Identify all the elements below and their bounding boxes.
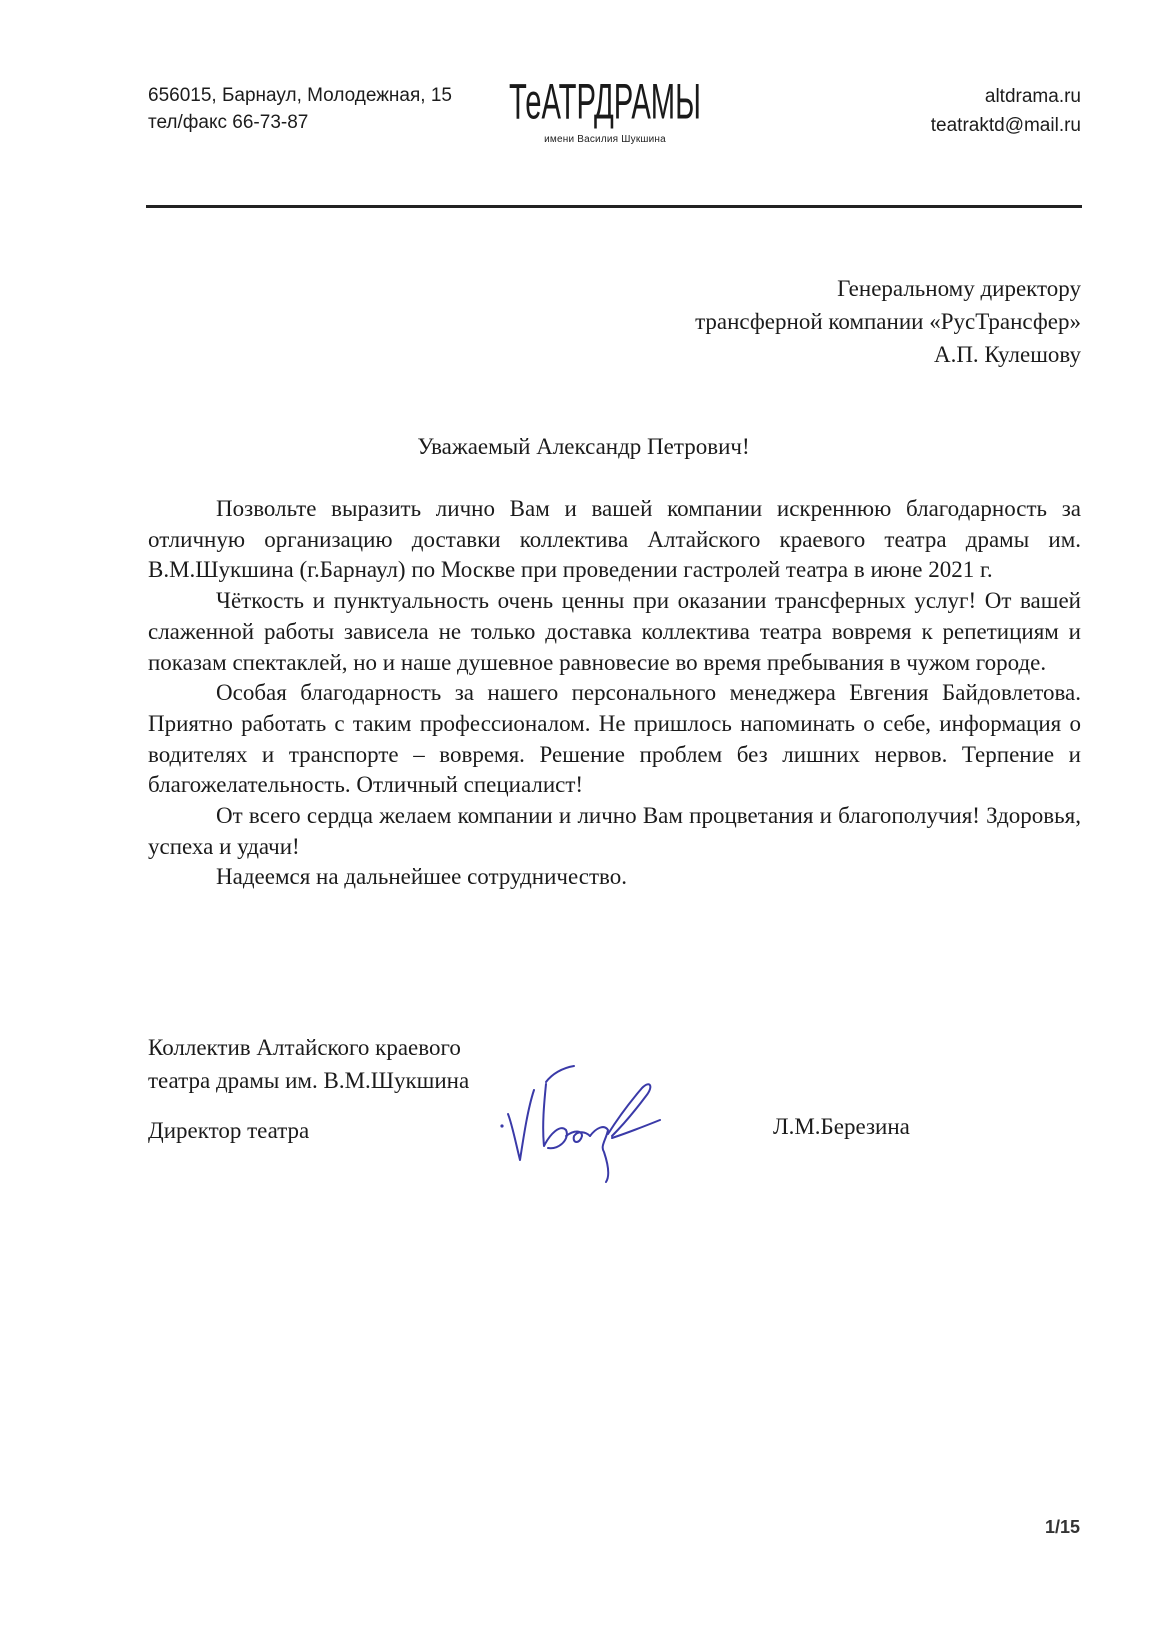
addressee-block xyxy=(695,272,1081,371)
signoff-line-2: театра драмы им. В.М.Шукшина xyxy=(148,1068,470,1093)
body-paragraph: От всего сердца желаем компании и лично Вам процветания и благополучия! Здоровья, успеха и удачи! xyxy=(148,803,1081,859)
signoff-line-1: Коллектив Алтайского краевого xyxy=(148,1035,461,1060)
theatre-logo-subtitle: имени Василия Шукшина xyxy=(544,134,666,145)
letterhead-email: teatraktd@mail.ru xyxy=(930,115,1081,136)
addressee-line-1: Генеральному директору xyxy=(837,276,1081,301)
body-paragraph: Особая благодарность за нашего персонального менеджера Евгения Байдовлетова. Приятно работать с таким профессионалом. Не пришлось напоминать о себе, информация о водителях и транспорте – вовремя. Решение проблем без лишних нервов. Терпение и благожелательность. Отличный специалист! xyxy=(148,680,1081,798)
signature-icon xyxy=(500,1064,690,1184)
addressee-line-3: А.П. Кулешову xyxy=(933,342,1081,367)
letterhead-contacts-right xyxy=(931,82,1081,140)
addressee-line-2: трансферной компании «РусТрансфер» xyxy=(695,309,1081,334)
page-number: 1/15 xyxy=(1044,1517,1080,1537)
theatre-logo-wordmark xyxy=(505,74,705,132)
letterhead-website: altdrama.ru xyxy=(984,86,1081,107)
header-divider xyxy=(146,205,1082,208)
letterhead-address: 656015, Барнаул, Молодежная, 15 xyxy=(148,85,452,106)
letterhead-contacts-left xyxy=(148,82,452,136)
salutation: Уважаемый Александр Петрович! xyxy=(417,434,750,459)
body-paragraph: Чёткость и пунктуальность очень ценны при оказании трансферных услуг! От вашей слаженной работы зависела не только доставка коллектива театра вовремя к репетициям и показам спектаклей, но и наше душевное равновесие во время пребывания в чужом городе. xyxy=(148,588,1081,675)
body-paragraph: Надеемся на дальнейшее сотрудничество. xyxy=(216,864,627,890)
body-paragraph: Позвольте выразить лично Вам и вашей компании искреннюю благодарность за отличную организацию доставки коллектива Алтайского краевого театра драмы им. В.М.Шукшина (г.Барнаул) по Москве при проведении гастролей театра в июне 2021 г. xyxy=(148,496,1081,583)
signatory-name: Л.М.Березина xyxy=(773,1114,910,1139)
theatre-logo-text: ТеАТРДРАМЫ xyxy=(509,74,701,130)
theatre-logo xyxy=(505,74,705,154)
signoff-block xyxy=(148,1031,469,1097)
letterhead-phone: тел/факс 66-73-87 xyxy=(148,112,309,133)
signatory-title: Директор театра xyxy=(148,1118,310,1143)
handwritten-signature xyxy=(500,1064,690,1184)
letter-body xyxy=(148,494,1081,893)
